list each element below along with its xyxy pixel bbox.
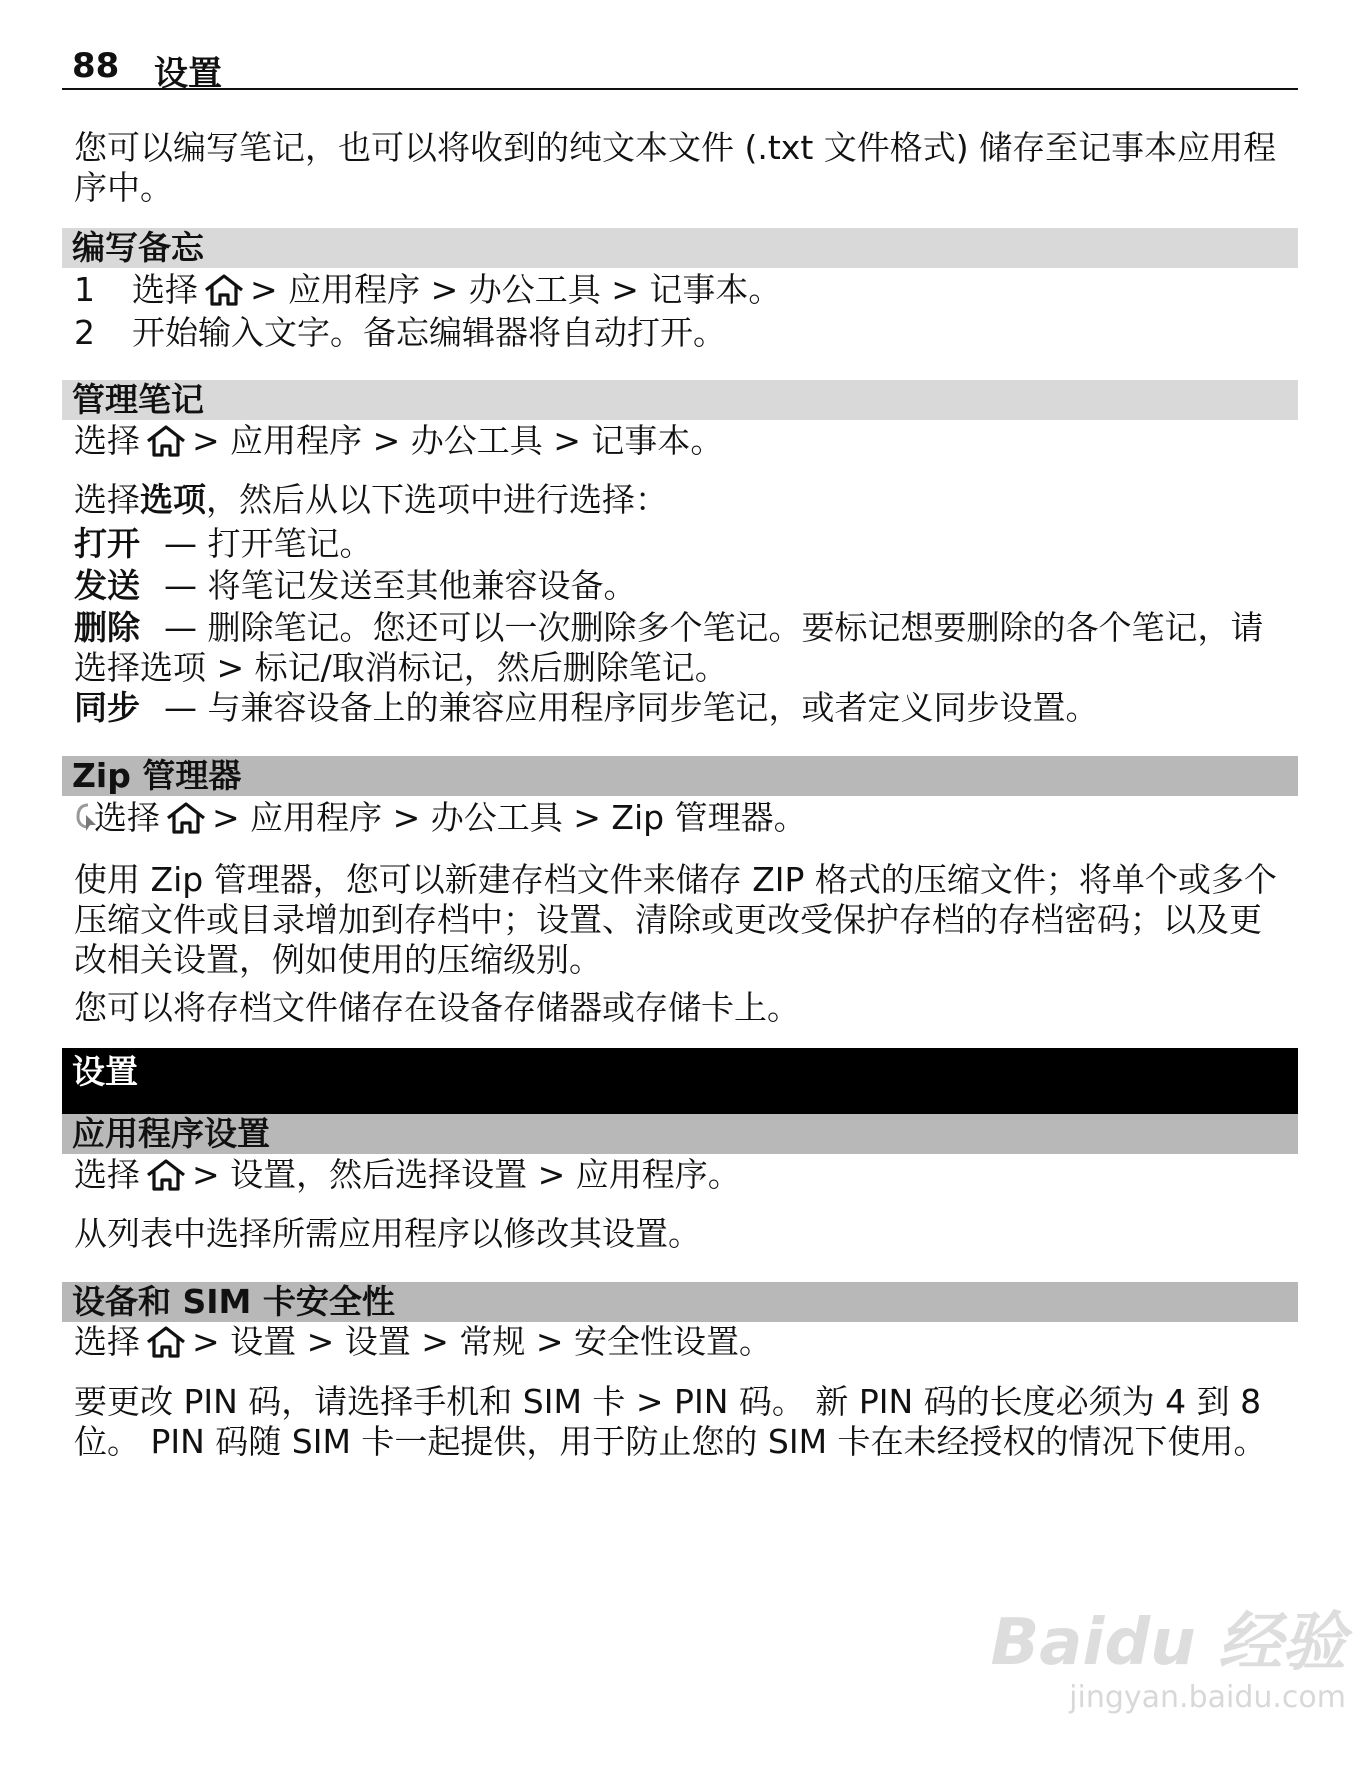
option-desc: — 打开笔记。 <box>164 524 373 563</box>
option-desc: — 删除笔记。您还可以一次删除多个笔记。要标记想要删除的各个笔记，请选择选项 > 标记/取消标记，然后删除笔记。 <box>74 608 1264 687</box>
intro-paragraph: 您可以编写笔记，也可以将收到的纯文本文件 (.txt 文件格式) 储存至记事本应用程序中。 <box>74 128 1277 207</box>
home-icon <box>202 273 246 307</box>
section-heading-settings: 设置 <box>62 1048 1298 1122</box>
menu-path: > 应用程序 > 办公工具 > 记事本。 <box>250 270 782 309</box>
option-send <box>74 566 1294 606</box>
step-number: 1 <box>74 270 95 309</box>
option-desc: — 将笔记发送至其他兼容设备。 <box>164 566 637 605</box>
menu-path: > 应用程序 > 办公工具 > 记事本。 <box>192 421 724 460</box>
section-heading-security: 设备和 SIM 卡安全性 <box>62 1282 1298 1322</box>
home-icon <box>164 801 208 835</box>
home-icon <box>144 424 188 458</box>
app-settings-paragraph: 从列表中选择所需应用程序以修改其设置。 <box>74 1214 701 1253</box>
step-prefix: 选择 <box>132 270 198 309</box>
section-heading-manage-notes: 管理笔记 <box>62 380 1298 420</box>
step-1 <box>74 270 781 310</box>
home-icon <box>144 1158 188 1192</box>
choose-options-line <box>74 480 668 520</box>
step-text: 开始输入文字。备忘编辑器将自动打开。 <box>132 313 726 352</box>
app-settings-select-line <box>74 1155 741 1195</box>
menu-path: > 设置 > 设置 > 常规 > 安全性设置。 <box>192 1322 773 1361</box>
step-2 <box>74 313 726 353</box>
option-label: 打开 <box>74 524 140 563</box>
page-header <box>62 46 1298 94</box>
watermark-url: jingyan.baidu.com <box>1069 1680 1346 1715</box>
manage-select-line <box>74 421 723 461</box>
choose-text: 选择 <box>74 480 140 519</box>
menu-path: > 设置，然后选择设置 > 应用程序。 <box>192 1155 741 1194</box>
page-number: 88 <box>72 46 120 86</box>
zip-paragraph-1: 使用 Zip 管理器，您可以新建存档文件来储存 ZIP 格式的压缩文件；将单个或多个压缩文件或目录增加到存档中；设置、清除或更改受保护存档的存档密码；以及更改相关设置，例如使用的压缩级别。 <box>74 860 1277 979</box>
option-open <box>74 524 1294 564</box>
option-delete <box>74 608 1294 688</box>
chapter-title: 设置 <box>154 54 222 94</box>
choose-text-rest: ，然后从以下选项中进行选择： <box>206 480 668 519</box>
step-number: 2 <box>74 313 95 352</box>
home-icon <box>144 1325 188 1359</box>
baidu-watermark <box>986 1608 1346 1758</box>
security-paragraph: 要更改 PIN 码，请选择手机和 SIM 卡 > PIN 码。 新 PIN 码的长度必须为 4 到 8 位。 PIN 码随 SIM 卡一起提供，用于防止您的 SIM 卡在未经授权的情况下使用。 <box>74 1382 1267 1461</box>
select-prefix: 选择 <box>74 1155 140 1194</box>
security-select-line <box>74 1322 772 1362</box>
option-desc: — 与兼容设备上的兼容应用程序同步笔记，或者定义同步设置。 <box>164 688 1099 727</box>
zip-select-line <box>74 798 807 838</box>
watermark-logo: Baidu 经验 <box>990 1606 1346 1680</box>
option-label: 同步 <box>74 688 140 727</box>
option-label: 发送 <box>74 566 140 605</box>
section-heading-write-memo: 编写备忘 <box>62 228 1298 268</box>
select-prefix: 选择 <box>94 798 160 837</box>
section-heading-zip: Zip 管理器 <box>62 756 1298 796</box>
zip-paragraph-2: 您可以将存档文件储存在设备存储器或存储卡上。 <box>74 988 800 1027</box>
options-term: 选项 <box>140 480 206 519</box>
section-heading-app-settings: 应用程序设置 <box>62 1114 1298 1154</box>
select-prefix: 选择 <box>74 421 140 460</box>
select-prefix: 选择 <box>74 1322 140 1361</box>
option-sync <box>74 688 1294 728</box>
option-label: 删除 <box>74 608 140 647</box>
menu-path: > 应用程序 > 办公工具 > Zip 管理器。 <box>212 798 807 837</box>
